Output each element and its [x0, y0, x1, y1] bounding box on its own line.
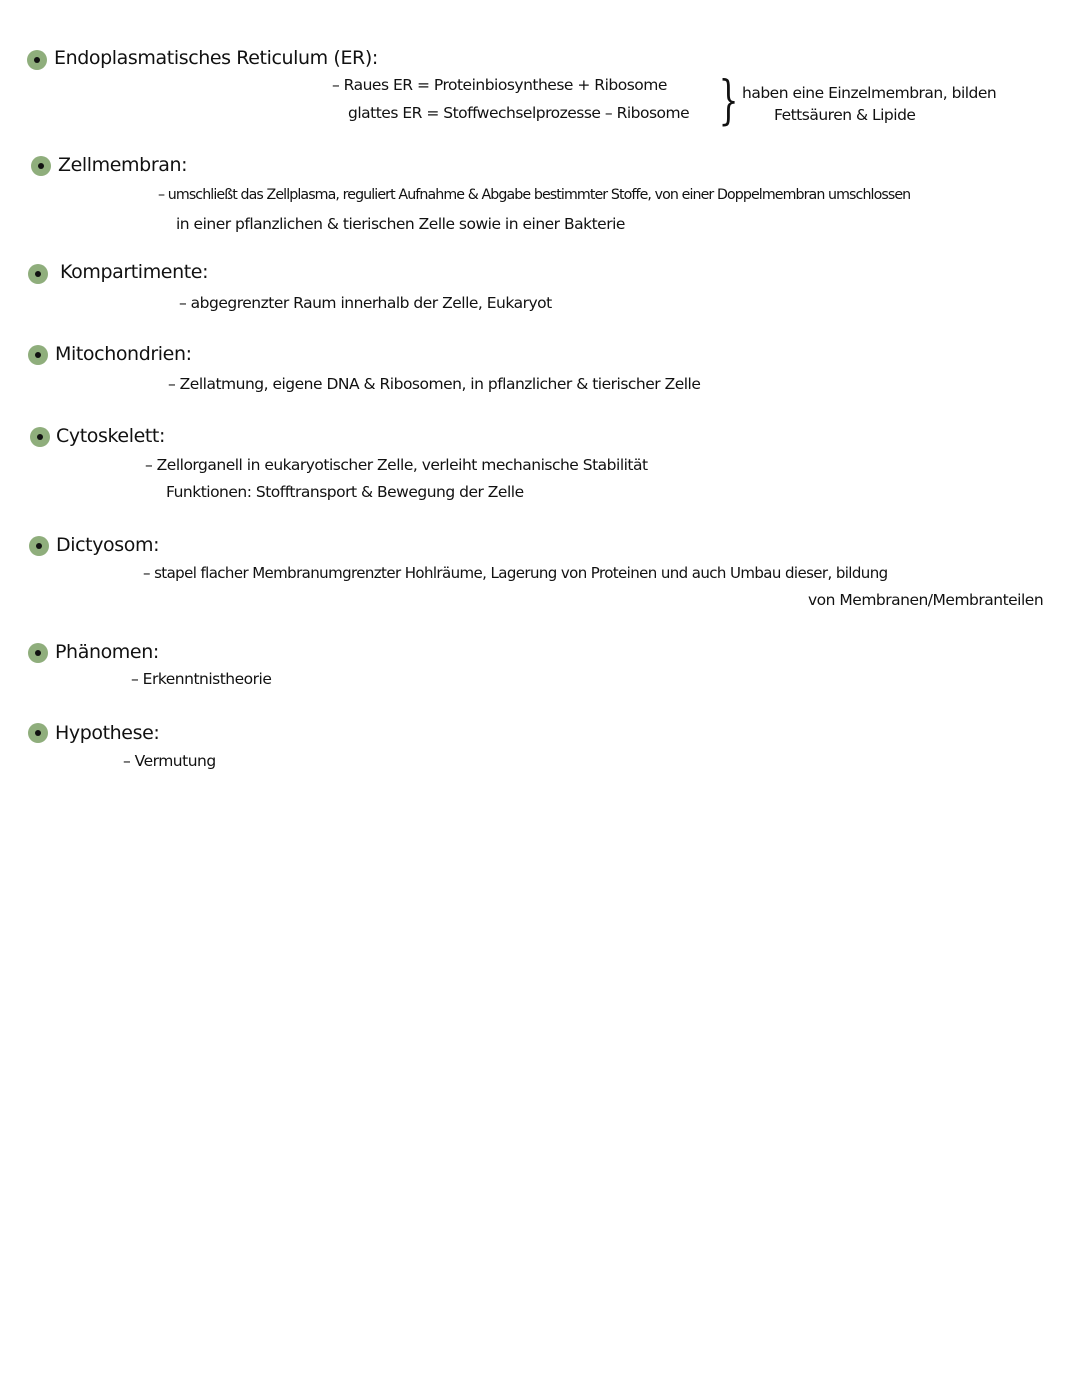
note-line-zellmembran-2: in einer pflanzlichen & tierischen Zelle sowie in einer Bakterie: [176, 215, 625, 233]
note-title-zellmembran: Zellmembran:: [58, 154, 188, 176]
note-line-cytoskelett-2: Funktionen: Stofftransport & Bewegung der Zelle: [166, 483, 524, 501]
bullet-icon: [28, 264, 48, 284]
bullet-icon: [28, 643, 48, 663]
note-line-er-1: – Raues ER = Proteinbiosynthese + Ribosome: [332, 76, 667, 94]
note-line-kompartimente-1: – abgegrenzter Raum innerhalb der Zelle, Eukaryot: [179, 294, 552, 312]
note-line-phaenomen-1: – Erkenntnistheorie: [131, 670, 272, 688]
bullet-icon: [28, 345, 48, 365]
note-brace-er-2: Fettsäuren & Lipide: [774, 106, 916, 124]
note-line-dictyosom-1: – stapel flacher Membranumgrenzter Hohlräume, Lagerung von Proteinen und auch Umbau dieser, bildung: [143, 564, 888, 582]
note-line-er-2: glattes ER = Stoffwechselprozesse – Ribosome: [348, 104, 690, 122]
bullet-icon: [31, 156, 51, 176]
note-brace-er-1: haben eine Einzelmembran, bilden: [742, 84, 997, 102]
note-title-dictyosom: Dictyosom:: [56, 534, 160, 556]
note-line-zellmembran-1: – umschließt das Zellplasma, reguliert Aufnahme & Abgabe bestimmter Stoffe, von einer Doppelmembran umschlossen: [158, 187, 911, 203]
note-line-cytoskelett-1: – Zellorganell in eukaryotischer Zelle, verleiht mechanische Stabilität: [145, 456, 648, 474]
brace-icon: }: [718, 71, 739, 131]
bullet-icon: [30, 427, 50, 447]
bullet-icon: [27, 50, 47, 70]
note-title-er: Endoplasmatisches Reticulum (ER):: [54, 47, 378, 69]
note-title-hypothese: Hypothese:: [55, 722, 160, 744]
bullet-icon: [28, 723, 48, 743]
note-line-hypothese-1: – Vermutung: [123, 752, 216, 770]
note-title-mitochondrien: Mitochondrien:: [55, 343, 192, 365]
note-title-kompartimente: Kompartimente:: [60, 261, 209, 283]
bullet-icon: [29, 536, 49, 556]
note-title-phaenomen: Phänomen:: [55, 641, 159, 663]
note-title-cytoskelett: Cytoskelett:: [56, 425, 165, 447]
note-line-dictyosom-2: von Membranen/Membranteilen: [808, 591, 1044, 609]
note-line-mitochondrien-1: – Zellatmung, eigene DNA & Ribosomen, in pflanzlicher & tierischer Zelle: [168, 375, 701, 393]
